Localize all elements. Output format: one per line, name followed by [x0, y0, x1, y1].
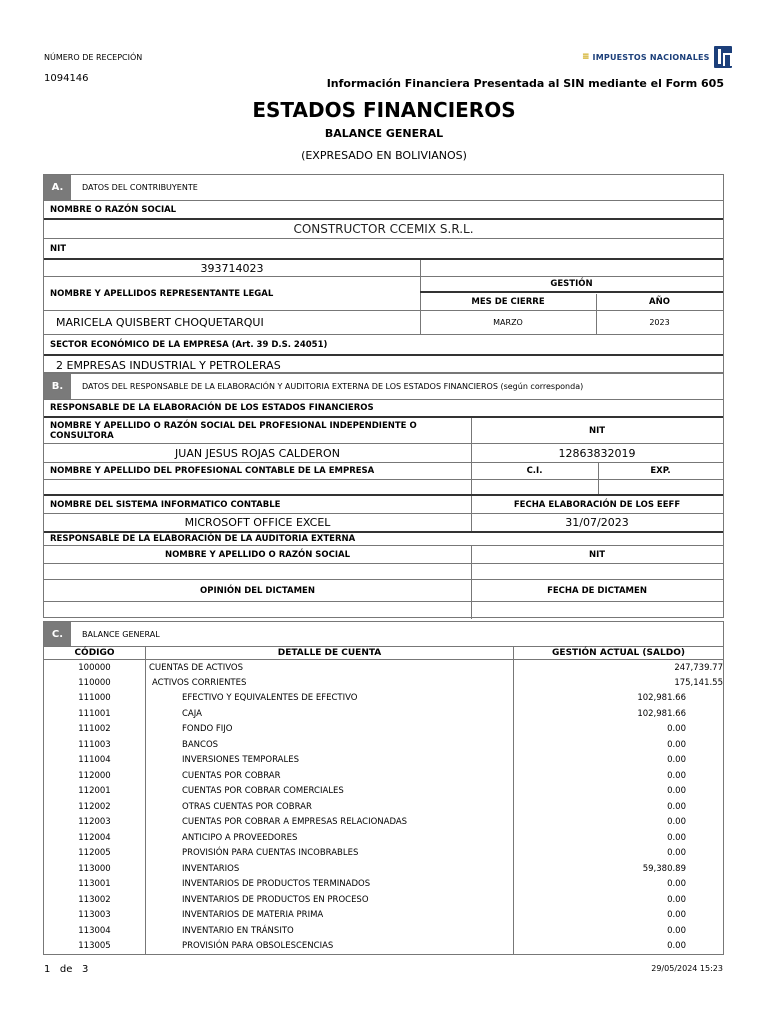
account-detail: OTRAS CUENTAS POR COBRAR [146, 799, 514, 815]
fecha-elab-label: FECHA ELABORACIÓN DE LOS EEFF [513, 499, 681, 510]
name-value: CONSTRUCTOR CCEMIX S.R.L. [293, 222, 474, 236]
table-row [44, 830, 724, 846]
section-c-tag: C. [44, 622, 71, 647]
report-name: BALANCE GENERAL [324, 127, 444, 140]
account-code: 112003 [44, 815, 146, 831]
table-row [44, 939, 724, 955]
account-detail: CUENTAS POR COBRAR A EMPRESAS RELACIONADAS [146, 815, 514, 831]
account-code: 112005 [44, 846, 146, 862]
ci-label: C.I. [526, 466, 543, 476]
currency-note: (EXPRESADO EN BOLIVIANOS) [301, 149, 467, 162]
section-b-title: DATOS DEL RESPONSABLE DE LA ELABORACIÓN Y AUDITORIA EXTERNA DE LOS ESTADOS FINANCIEROS (según corresponda) [82, 382, 584, 391]
table-row [44, 892, 724, 908]
account-detail: INVENTARIOS [146, 861, 514, 877]
account-amount: 0.00 [514, 722, 724, 738]
opinion-label: OPINIÓN DEL DICTAMEN [200, 585, 315, 596]
page-total: 3 [81, 964, 89, 975]
account-code: 111001 [44, 706, 146, 722]
col-amount-header: GESTIÓN ACTUAL (SALDO) [514, 647, 724, 660]
table-row [44, 861, 724, 877]
anio-label: AÑO [649, 297, 670, 307]
section-a-tag: A. [44, 175, 71, 200]
account-code: 113004 [44, 923, 146, 939]
account-code: 112000 [44, 768, 146, 784]
logo-text: IMPUESTOS NACIONALES [592, 52, 710, 62]
account-code: 111003 [44, 737, 146, 753]
table-row [44, 737, 724, 753]
section-b-header [44, 374, 723, 400]
anio-value: 2023 [649, 318, 670, 327]
page-indicator [44, 964, 88, 975]
prof-label: NOMBRE Y APELLIDO O RAZÓN SOCIAL DEL PROFESIONAL INDEPENDIENTE O CONSULTORA [50, 420, 417, 441]
table-row [44, 768, 724, 784]
audit-name-label: NOMBRE Y APELLIDO O RAZÓN SOCIAL [164, 549, 351, 560]
sys-value: MICROSOFT OFFICE EXCEL [184, 516, 331, 529]
table-row [44, 706, 724, 722]
nit-value: 393714023 [200, 261, 264, 275]
account-detail: BANCOS [146, 737, 514, 753]
account-detail: ACTIVOS CORRIENTES [146, 675, 514, 691]
account-detail: INVENTARIOS DE PRODUCTOS EN PROCESO [146, 892, 514, 908]
section-a-title: DATOS DEL CONTRIBUYENTE [82, 183, 198, 192]
section-b [43, 373, 724, 618]
receipt-number: 1094146 [44, 73, 89, 84]
resp-elab-label: RESPONSABLE DE LA ELABORACIÓN DE LOS ESTADOS FINANCIEROS [50, 403, 374, 413]
col-code-header: CÓDIGO [44, 647, 146, 660]
account-amount: 59,380.89 [514, 861, 724, 877]
table-row [44, 923, 724, 939]
account-amount: 0.00 [514, 908, 724, 924]
account-code: 111000 [44, 691, 146, 707]
table-row [44, 815, 724, 831]
account-detail: CUENTAS POR COBRAR COMERCIALES [146, 784, 514, 800]
account-detail: PROVISIÓN PARA CUENTAS INCOBRABLES [146, 846, 514, 862]
account-code: 112004 [44, 830, 146, 846]
account-code: 113002 [44, 892, 146, 908]
section-a-header [44, 175, 723, 201]
account-amount: 0.00 [514, 939, 724, 955]
exp-label: EXP. [650, 466, 671, 476]
form-subtitle: Información Financiera Presentada al SIN mediante el Form 605 [326, 77, 724, 90]
account-amount: 0.00 [514, 768, 724, 784]
account-amount: 0.00 [514, 923, 724, 939]
rep-value: MARICELA QUISBERT CHOQUETARQUI [56, 316, 264, 329]
account-amount: 0.00 [514, 830, 724, 846]
sys-label: NOMBRE DEL SISTEMA INFORMATICO CONTABLE [50, 499, 281, 510]
account-code: 112001 [44, 784, 146, 800]
fecha-elab-value: 31/07/2023 [565, 516, 629, 529]
table-row [44, 784, 724, 800]
account-detail: INVERSIONES TEMPORALES [146, 753, 514, 769]
sector-value: 2 EMPRESAS INDUSTRIAL Y PETROLERAS [56, 358, 281, 372]
receipt-label: NÚMERO DE RECEPCIÓN [44, 53, 143, 62]
balance-table-header [44, 647, 724, 660]
account-code: 113005 [44, 939, 146, 955]
account-amount: 175,141.55 [514, 675, 724, 691]
account-amount: 0.00 [514, 815, 724, 831]
section-c-header [43, 621, 724, 646]
account-code: 100000 [44, 660, 146, 676]
account-code: 110000 [44, 675, 146, 691]
prof-nit-label: NIT [588, 425, 606, 436]
account-detail: CAJA [146, 706, 514, 722]
account-amount: 0.00 [514, 784, 724, 800]
table-row [44, 753, 724, 769]
audit-label: RESPONSABLE DE LA ELABORACIÓN DE LA AUDITORIA EXTERNA [50, 534, 356, 544]
prof-value: JUAN JESUS ROJAS CALDERON [175, 446, 340, 460]
table-row [44, 691, 724, 707]
account-detail: ANTICIPO A PROVEEDORES [146, 830, 514, 846]
table-row [44, 877, 724, 893]
account-detail: CUENTAS POR COBRAR [146, 768, 514, 784]
section-c-title: BALANCE GENERAL [82, 630, 160, 639]
page-title: ESTADOS FINANCIEROS [252, 98, 516, 122]
account-detail: INVENTARIOS DE MATERIA PRIMA [146, 908, 514, 924]
account-detail: INVENTARIO EN TRÁNSITO [146, 923, 514, 939]
account-amount: 102,981.66 [514, 691, 724, 707]
account-amount: 0.00 [514, 753, 724, 769]
account-detail: FONDO FIJO [146, 722, 514, 738]
table-row [44, 660, 724, 676]
table-row [44, 908, 724, 924]
account-code: 111002 [44, 722, 146, 738]
account-amount: 0.00 [514, 892, 724, 908]
account-detail: INVENTARIOS DE PRODUCTOS TERMINADOS [146, 877, 514, 893]
account-detail: PROVISIÓN PARA OBSOLESCENCIAS [146, 939, 514, 955]
prof-nit-value: 12863832019 [558, 446, 636, 460]
account-detail: CUENTAS DE ACTIVOS [146, 660, 514, 676]
sector-label: SECTOR ECONÓMICO DE LA EMPRESA (Art. 39 D.S. 24051) [50, 339, 328, 350]
account-amount: 0.00 [514, 877, 724, 893]
mes-label: MES DE CIERRE [471, 297, 545, 307]
account-amount: 0.00 [514, 846, 724, 862]
cont-label: NOMBRE Y APELLIDO DEL PROFESIONAL CONTABLE DE LA EMPRESA [50, 466, 375, 476]
account-amount: 0.00 [514, 737, 724, 753]
page-sep: de [59, 964, 73, 975]
name-label: NOMBRE O RAZÓN SOCIAL [50, 204, 177, 215]
audit-nit-label: NIT [588, 549, 606, 560]
account-code: 113003 [44, 908, 146, 924]
account-amount: 247,739.77 [514, 660, 724, 676]
rep-label: NOMBRE Y APELLIDOS REPRESENTANTE LEGAL [50, 288, 274, 299]
account-code: 113000 [44, 861, 146, 877]
balance-table [43, 646, 724, 955]
page-current: 1 [44, 964, 51, 975]
gestion-label: GESTIÓN [550, 279, 593, 289]
table-row [44, 846, 724, 862]
table-row [44, 799, 724, 815]
section-b-tag: B. [44, 374, 71, 399]
account-code: 113001 [44, 877, 146, 893]
print-timestamp: 29/05/2024 15:23 [651, 964, 723, 973]
account-detail: EFECTIVO Y EQUIVALENTES DE EFECTIVO [146, 691, 514, 707]
account-code: 111004 [44, 753, 146, 769]
fecha-dict-label: FECHA DE DICTAMEN [547, 585, 647, 596]
account-amount: 0.00 [514, 799, 724, 815]
table-row [44, 722, 724, 738]
col-detail-header: DETALLE DE CUENTA [146, 647, 514, 660]
nit-label: NIT [50, 243, 67, 254]
account-code: 112002 [44, 799, 146, 815]
account-amount: 102,981.66 [514, 706, 724, 722]
mes-value: MARZO [493, 318, 523, 327]
section-a [43, 174, 724, 373]
logo-emblem-icon [714, 46, 732, 68]
table-row [44, 675, 724, 691]
logo-mark-icon: ≡ [582, 52, 590, 62]
sin-logo [582, 45, 732, 69]
